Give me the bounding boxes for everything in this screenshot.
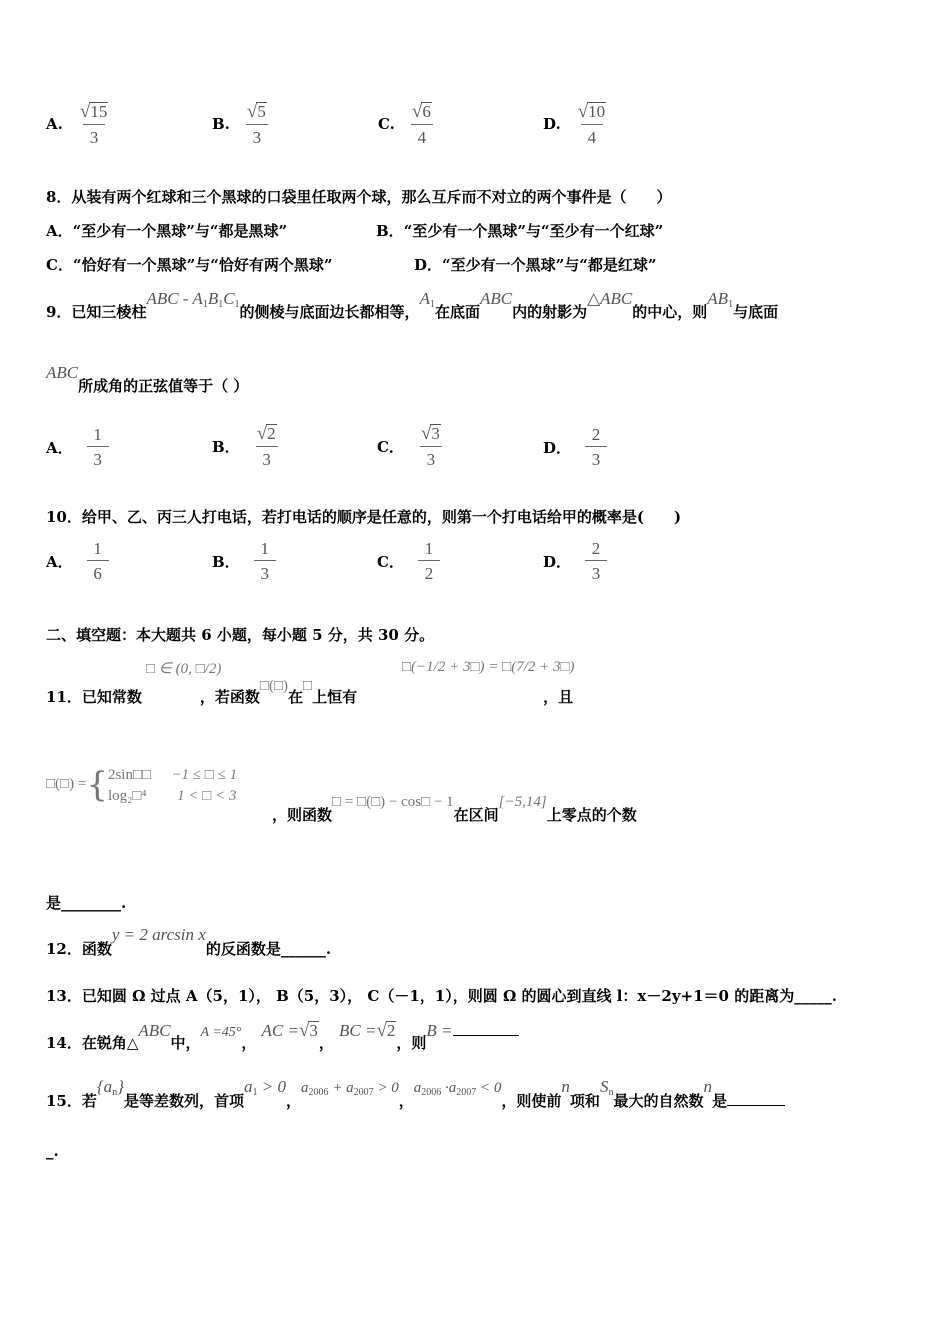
q11-text-8: 上零点的个数 — [546, 806, 637, 824]
piecewise-cond-1: −1 ≤ □ ≤ 1 — [171, 767, 238, 783]
q14-stem: 14．在锐角△ABC中，A =45°， AC = √ 3 ， BC = √ 2 ，则B = — [46, 1020, 519, 1041]
q11-text-6: ，则函数 — [272, 806, 333, 824]
piecewise-case-2: log₂□⁴ — [107, 787, 147, 804]
option-label: B. — [212, 115, 230, 133]
option-label: C． — [377, 437, 404, 456]
q13-stem: 13．已知圆 Ω 过点 A（5，1）， B（5，3）， C（－1，1），则圆 Ω 的圆心到直线 l：x－2y+1＝0 的距离为_____. — [46, 987, 837, 1005]
q15-text-3: ， — [286, 1092, 302, 1110]
q15-math-sum: $a_{2006} + a_{2007} > 0$ — [301, 1080, 399, 1098]
radicand: 15 — [90, 102, 108, 122]
q15-text-8: 是 — [711, 1092, 727, 1110]
option-label: D． — [414, 256, 443, 274]
denominator: 3 — [83, 124, 105, 146]
option-label: A． — [46, 438, 73, 457]
fraction: $\frac{2}{3}$ — [585, 426, 607, 468]
q14-math-abc: ABC — [138, 1021, 171, 1040]
q14-text-4: ， — [318, 1034, 334, 1052]
q9-math-ab1: $AB_1$ — [707, 289, 734, 310]
q11-math-f: □(□) — [259, 678, 289, 694]
q15-math-sequence: $\{a_n\}$ — [96, 1077, 124, 1098]
q15-math-a1: $a_1 > 0$ — [244, 1077, 286, 1098]
q15-stem — [46, 1076, 916, 1110]
q14-radicand-bc: 2 — [386, 1021, 396, 1041]
piecewise-case-1: 2sin□□ — [107, 767, 152, 783]
radicand: 5 — [257, 102, 266, 122]
fraction: √ 5 3 — [244, 102, 270, 146]
fraction: $\frac{1}{3}$ — [254, 540, 276, 582]
piecewise-lhs: □(□) = — [46, 776, 87, 793]
q15-text-6: 项和 — [569, 1092, 600, 1110]
option-label: A． — [46, 552, 73, 571]
q11-math-equation: □(−1/2 + 3□) = □(7/2 + 3□) — [402, 659, 575, 675]
option-label: B． — [212, 552, 240, 571]
q11-text-5: ，且 — [543, 688, 574, 706]
option-label: B． — [212, 437, 240, 456]
option-text: “至少有一个黑球”与“都是红球” — [442, 256, 657, 274]
q9-option-d[interactable] — [543, 426, 607, 468]
q7-option-a[interactable] — [46, 102, 111, 146]
q7-option-c[interactable] — [378, 102, 435, 146]
q8-option-c[interactable] — [46, 254, 332, 275]
option-text: “至少有一个黑球”与“至少有一个红球” — [403, 222, 664, 240]
fraction: $\frac{1}{3}$ — [87, 426, 109, 468]
q9-option-a[interactable] — [46, 426, 109, 468]
q9-math-abc: ABC — [479, 289, 513, 308]
option-label: D． — [543, 552, 572, 571]
q11-text-2: ，若函数 — [199, 688, 260, 706]
q9-text-6: 与底面 — [733, 303, 779, 321]
q12-text-2: 的反函数是______. — [205, 940, 332, 958]
q9-stem-line2 — [46, 362, 249, 395]
q15-answer-tail: _. — [46, 1142, 59, 1160]
q15-answer-blank[interactable] — [727, 1105, 785, 1106]
q15-math-sn: $S_n$ — [599, 1077, 614, 1098]
q8-stem: 8．从装有两个红球和三个黑球的口袋里任取两个球，那么互斥而不对立的两个事件是（ ） — [46, 188, 672, 206]
q9-text-1: 9．已知三棱柱 — [46, 303, 147, 321]
q12-stem — [46, 924, 332, 958]
q14-math-bc: BC = — [339, 1021, 377, 1040]
q15-text-5: ，则使前 — [501, 1092, 562, 1110]
q11-math-omega-range: □ ∈ (0, □/2) — [146, 661, 222, 677]
fraction: $\frac{1}{2}$ — [418, 540, 440, 582]
fraction: $\frac{2}{3}$ — [585, 540, 607, 582]
q14-text-1: 14．在锐角△ — [46, 1034, 139, 1052]
option-label: D. — [543, 115, 561, 133]
q11-piecewise — [46, 764, 237, 806]
radicand: 6 — [422, 102, 431, 122]
option-label: A． — [46, 222, 73, 240]
q11-answer-line: 是________. — [46, 894, 127, 912]
q15-text-1: 15．若 — [46, 1092, 97, 1110]
option-label: C． — [377, 552, 404, 571]
q15-math-n-2: n — [703, 1077, 712, 1096]
q11-text-3: 在 — [288, 688, 304, 706]
q9-text-5: 的中心，则 — [632, 303, 708, 321]
section-heading: 二、填空题：本大题共 6 小题，每小题 5 分，共 30 分。 — [46, 626, 435, 644]
q11-text-4: 上恒有 — [312, 688, 358, 706]
q11-text-7: 在区间 — [453, 806, 499, 824]
q8-option-a[interactable] — [46, 220, 287, 241]
fraction: $\frac{1}{6}$ — [87, 540, 109, 582]
radicand: 10 — [588, 102, 606, 122]
option-label: C． — [46, 256, 73, 274]
denominator: 3 — [246, 124, 268, 146]
q9-option-c[interactable] — [377, 424, 444, 468]
q10-option-b[interactable] — [212, 540, 276, 582]
fraction: √ 3 3 — [418, 424, 444, 468]
q11-stem-line2 — [272, 790, 637, 824]
q14-answer-blank[interactable] — [453, 1035, 519, 1036]
q9-text-2: 的侧棱与底面边长都相等， — [239, 303, 420, 321]
fraction: √ 2 3 — [254, 424, 280, 468]
q8-option-d[interactable] — [414, 254, 657, 275]
q15-text-7: 最大的自然数 — [613, 1092, 704, 1110]
q14-math-b: B = — [426, 1021, 453, 1040]
fraction: √ 6 4 — [409, 102, 435, 146]
q9-option-b[interactable] — [212, 424, 280, 468]
q9-text-3: 在底面 — [434, 303, 480, 321]
q12-text-1: 12．函数 — [46, 940, 112, 958]
q11-math-interval: [−5,14] — [498, 794, 547, 810]
q9-math-a1: $A_1$ — [419, 289, 435, 310]
q9-stem-line1 — [46, 288, 906, 321]
q10-option-d[interactable] — [543, 540, 607, 582]
denominator: 4 — [581, 124, 603, 146]
fraction: √ 15 3 — [79, 101, 108, 147]
q14-text-5: ，则 — [396, 1034, 427, 1052]
q14-math-angle: A =45° — [200, 1025, 242, 1040]
fraction: √ 10 4 — [577, 101, 606, 147]
q9-math-abc-2: ABC — [46, 363, 79, 382]
q9-text-7: 所成角的正弦值等于（ ） — [78, 377, 249, 395]
q10-stem: 10．给甲、乙、丙三人打电话，若打电话的顺序是任意的，则第一个打电话给甲的概率是( ) — [46, 508, 682, 526]
option-label: B． — [376, 222, 404, 240]
q10-option-a[interactable] — [46, 540, 109, 582]
option-label: D． — [543, 438, 572, 457]
q14-text-2: 中， — [170, 1034, 201, 1052]
q10-option-c[interactable] — [377, 540, 440, 582]
q14-radicand-ac: 3 — [309, 1021, 318, 1041]
q9-math-prism: ABC - $A_1B_1C_1$ — [146, 289, 240, 310]
q9-math-triangle: △ABC — [587, 289, 633, 308]
q14-text-3: ， — [241, 1034, 257, 1052]
denominator: 4 — [411, 124, 433, 146]
q15-text-4: ， — [398, 1092, 414, 1110]
q11-math-g: □ = □(□) − cos□ − 1 — [332, 794, 454, 810]
q11-text-1: 11．已知常数 — [46, 688, 142, 706]
q11-stem-line1 — [46, 674, 574, 706]
q15-text-2: 是等差数列，首项 — [124, 1092, 245, 1110]
q15-math-n: n — [561, 1077, 570, 1096]
q11-math-r: □ — [303, 678, 313, 694]
option-text: “至少有一个黑球”与“都是黑球” — [72, 222, 288, 240]
q7-option-d[interactable] — [543, 102, 609, 146]
q14-math-ac: AC = — [261, 1021, 299, 1040]
q12-math-function: y = 2 arcsin x — [111, 925, 206, 944]
q9-text-4: 内的射影为 — [512, 303, 588, 321]
piecewise-cond-2: 1 < □ < 3 — [177, 787, 237, 804]
q15-math-product: $a_{2006} \cdot a_{2007} < 0$ — [413, 1080, 502, 1098]
brace-icon: { — [86, 764, 108, 805]
q8-option-b[interactable] — [376, 220, 663, 241]
option-label: A. — [46, 115, 63, 133]
q7-option-b[interactable] — [212, 102, 270, 146]
option-text: “恰好有一个黑球”与“恰好有两个黑球” — [72, 256, 333, 274]
option-label: C. — [378, 115, 395, 133]
